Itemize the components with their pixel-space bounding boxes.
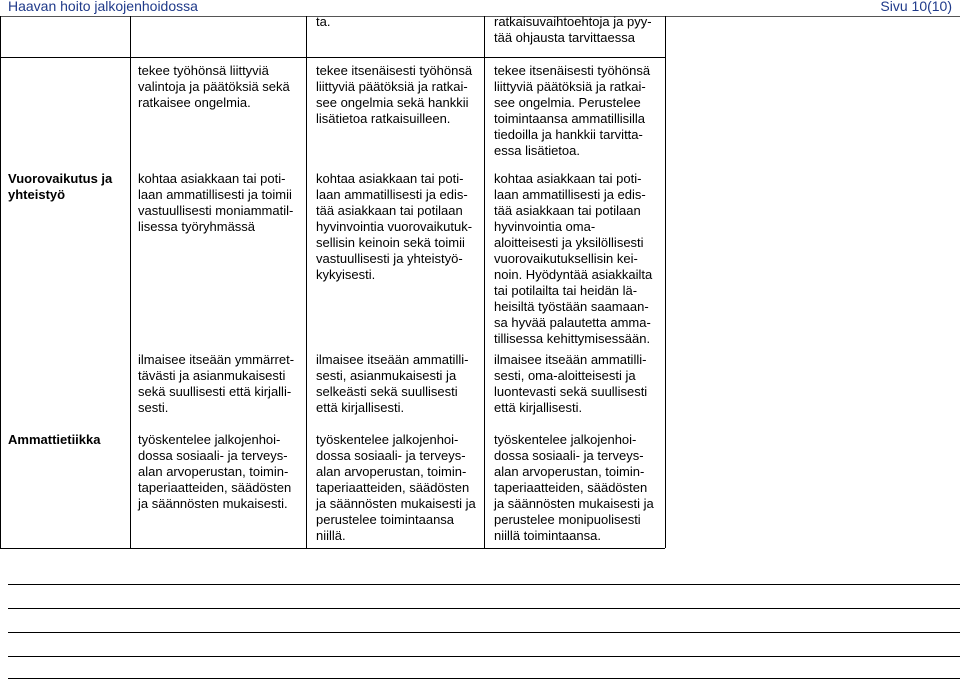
interaction-level-3: kohtaa asiakkaan tai poti- laan ammatillisesti ja edis- tää asiakkaan tai potilaan hyvinvointia oma- aloitteisesti ja yksilöllisesti vuorovaikutuksellisin kei- noin. Hyödyntää asiakkailta tai potilailta tai heidän lä- heisiltä työstään saamaan- sa hyvää palautetta amma- tillisessa kehittymisessään. [494, 171, 653, 346]
decisions-level-1: tekee työhönsä liittyviä valintoja ja päätöksiä sekä ratkaisee ongelmia. [138, 63, 290, 110]
table-border-bottom [0, 548, 665, 549]
expression-level-3: ilmaisee itseään ammatilli- sesti, oma-aloitteisesti ja luontevasti sekä suullisesti että kirjallisesti. [494, 352, 648, 415]
writing-line [8, 678, 960, 679]
interaction-level-1: kohtaa asiakkaan tai poti- laan ammatillisesti ja toimii vastuullisesti moniammatil- lisessa työryhmässä [138, 171, 294, 234]
decisions-level-2: tekee itsenäisesti työhönsä liittyviä päätöksiä ja ratkai- see ongelmia sekä hankkii lisätietoa ratkaisuilleen. [316, 63, 473, 126]
table-border-left [0, 16, 1, 548]
ethics-level-1: työskentelee jalkojenhoi- dossa sosiaali- ja terveys- alan arvoperustan, toimin- taperiaatteiden, säädösten ja säännösten mukaisesti. [138, 432, 292, 511]
row-label-ethics: Ammattietiikka [8, 432, 101, 447]
document-title: Haavan hoito jalkojenhoidossa [8, 0, 198, 14]
expression-level-1: ilmaisee itseään ymmärret- tävästi ja asianmukaisesti sekä suullisesti että kirjalli- sesti. [138, 352, 295, 415]
ethics-level-3: työskentelee jalkojenhoi- dossa sosiaali- ja terveys- alan arvoperustan, toimin- taperiaatteiden, säädösten ja säännösten mukaisesti ja perustelee monipuolisesti niillä toimintaansa. [494, 432, 654, 543]
writing-line [8, 632, 960, 633]
writing-line [8, 584, 960, 585]
table-row-divider [0, 57, 665, 58]
column-divider-4 [665, 16, 666, 548]
ethics-level-2: työskentelee jalkojenhoi- dossa sosiaali- ja terveys- alan arvoperustan, toimin- taperiaatteiden, säädösten ja säännösten mukaisesti ja perustelee toimintaansa niillä. [316, 432, 476, 543]
interaction-level-2: kohtaa asiakkaan tai poti- laan ammatillisesti ja edis- tää asiakkaan tai potilaan hyvinvointia vuorovaikutuk- sellisin keinoin sekä toimii vastuullisesti ja yhteistyö- kykyisesti. [316, 171, 473, 282]
page-number: Sivu 10(10) [880, 0, 952, 14]
column-divider-3 [484, 16, 485, 548]
column-divider-2 [306, 16, 307, 548]
fragment-col4: ratkaisuvaihtoehtoja ja pyy- tää ohjausta tarvittaessa [494, 14, 652, 45]
column-divider-1 [130, 16, 131, 548]
fragment-col2: ta. [316, 14, 331, 29]
writing-line [8, 608, 960, 609]
row-label-interaction: Vuorovaikutus ja yhteistyö [8, 171, 113, 202]
header-divider [0, 16, 960, 17]
decisions-level-3: tekee itsenäisesti työhönsä liittyviä päätöksiä ja ratkai- see ongelmia. Perustelee toimintaansa ammatillisilla tiedoilla ja hankkii tarvitta- essa lisätietoa. [494, 63, 651, 158]
writing-line [8, 656, 960, 657]
expression-level-2: ilmaisee itseään ammatilli- sesti, asianmukaisesti ja selkeästi sekä suullisesti että kirjallisesti. [316, 352, 469, 415]
